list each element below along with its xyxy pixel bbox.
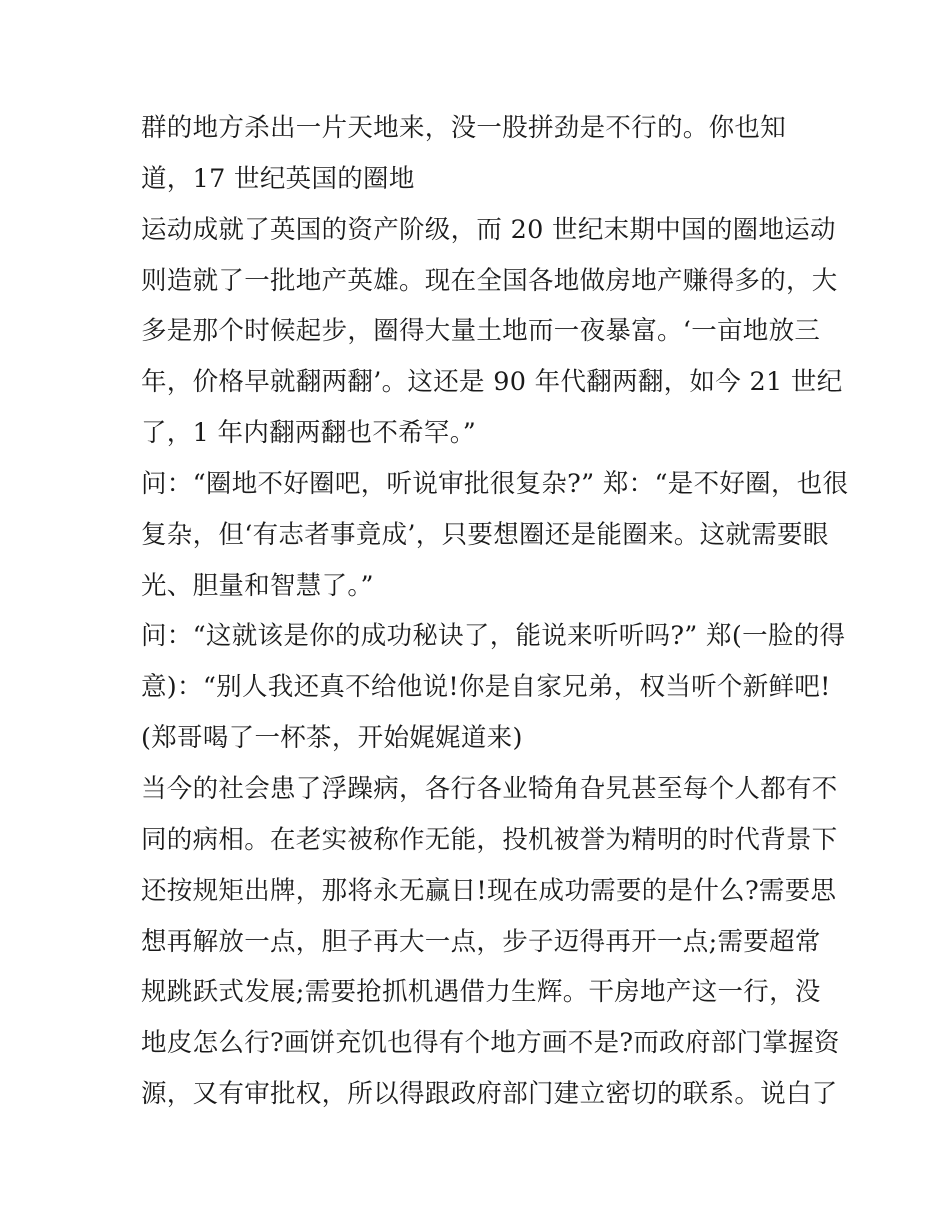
text-line: 当今的社会患了浮躁病，各行各业犄角旮旯甚至每个人都有不 [141,773,838,804]
text-line: 道，17 世纪英国的圈地 [141,163,415,194]
text-line: (郑哥喝了一杯茶，开始娓娓道来) [141,723,523,754]
text-line: 复杂，但‘有志者事竟成’，只要想圈还是能圈来。这就需要眼 [141,519,829,550]
text-line: 还按规矩出牌，那将永无赢日!现在成功需要的是什么?需要思 [141,875,837,906]
text-line: 问：“这就该是你的成功秘诀了，能说来听听吗?” 郑(一脸的得 [141,621,846,652]
text-line: 光、胆量和智慧了。” [141,570,374,601]
text-line: 了，1 年内翻两翻也不希罕。” [141,418,477,449]
text-line: 想再解放一点，胆子再大一点，步子迈得再开一点;需要超常 [141,926,821,957]
text-line: 规跳跃式发展;需要抢抓机遇借力生辉。干房地产这一行，没 [141,977,821,1008]
text-line: 多是那个时候起步，圈得大量土地而一夜暴富。‘一亩地放三 [141,316,821,347]
text-line: 源，又有审批权，所以得跟政府部门建立密切的联系。说白了 [141,1079,838,1110]
text-line: 群的地方杀出一片天地来，没一股拼劲是不行的。你也知 [141,113,787,143]
text-line: 地皮怎么行?画饼充饥也得有个地方画不是?而政府部门掌握资 [141,1028,840,1059]
text-line: 年，价格早就翻两翻’。这还是 90 年代翻两翻，如今 21 世纪 [141,367,843,398]
text-line: 同的病相。在老实被称作无能，投机被誉为精明的时代背景下 [141,824,838,855]
body-text [141,103,849,1120]
text-line: 运动成就了英国的资产阶级，而 20 世纪末期中国的圈地运动 [141,214,836,245]
text-line: 问：“圈地不好圈吧，听说审批很复杂?” 郑：“是不好圈，也很 [141,468,849,499]
text-line: 意)：“别人我还真不给他说!你是自家兄弟，权当听个新鲜吧! [141,672,831,703]
text-line: 则造就了一批地产英雄。现在全国各地做房地产赚得多的，大 [141,265,838,296]
